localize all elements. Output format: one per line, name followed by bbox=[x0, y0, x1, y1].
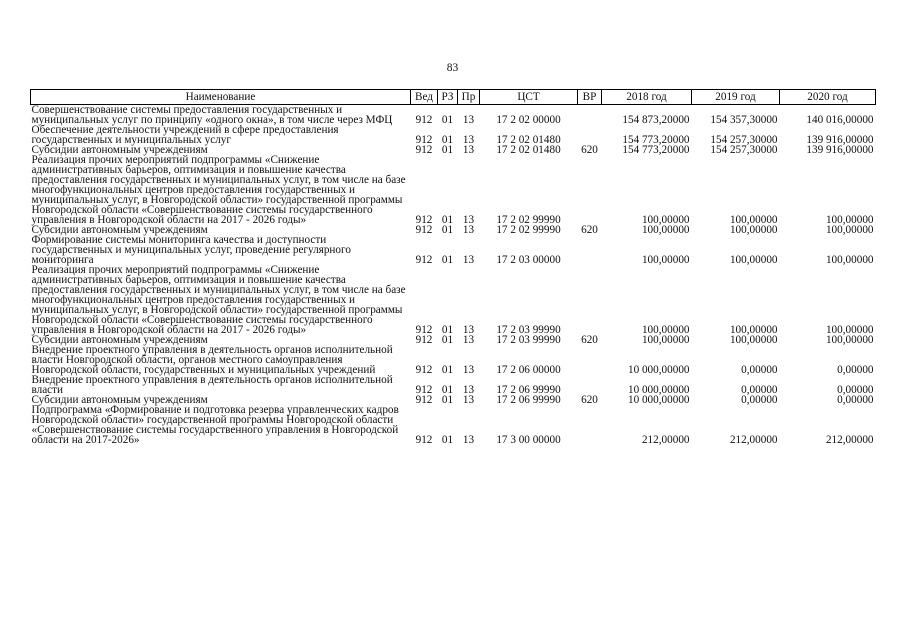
row-amount-2019: 212,00000 bbox=[729, 434, 778, 446]
row-rz: 01 bbox=[441, 324, 454, 336]
column-header-2019: 2019 год bbox=[692, 90, 780, 105]
row-amount-2019: 100,00000 bbox=[729, 334, 778, 346]
row-amount-2020: 100,00000 bbox=[825, 324, 874, 336]
row-vr bbox=[578, 155, 602, 225]
row-rz: 01 bbox=[441, 114, 454, 126]
row-name: Реализация прочих мероприятий подпрограммы «Снижение административных барьеров, оптимизация и повышение качества предоставления государственных и муниципальных услуг, в том числе на базе многофункциональных центров предоставления государственных и муниципальных услуг, в Новгородской области» государственной программы Новгородской области «Совершенствование системы государственного управления в Новгородской области на 2017 - 2026 годы» bbox=[31, 264, 406, 336]
row-ved: 912 bbox=[415, 254, 433, 266]
row-name: Реализация прочих мероприятий подпрограммы «Снижение административных барьеров, оптимизация и повышение качества предоставления государственных и муниципальных услуг, в том числе на базе многофункциональных центров предоставления государственных и муниципальных услуг, в Новгородской области» государственной программы Новгородской области «Совершенствование системы государственного управления в Новгородской области на 2017 - 2026 годы» bbox=[31, 154, 406, 226]
column-header-rz: РЗ bbox=[438, 90, 458, 105]
row-pr: 13 bbox=[462, 324, 475, 336]
row-amount-2019: 154 257,30000 bbox=[710, 144, 778, 156]
row-amount-2020: 140 016,00000 bbox=[806, 114, 874, 126]
row-amount-2020: 100,00000 bbox=[825, 214, 874, 226]
row-amount-2018: 154 873,20000 bbox=[622, 114, 690, 126]
row-vr bbox=[578, 345, 602, 375]
row-name: Субсидии автономным учреждениям bbox=[31, 334, 208, 346]
row-cst: 17 2 02 99990 bbox=[496, 224, 561, 236]
row-amount-2020: 100,00000 bbox=[825, 254, 874, 266]
row-name: Формирование системы мониторинга качества и доступности государственных и муниципальных услуг, проведение регулярного мониторинга bbox=[31, 234, 351, 266]
row-vr: 620 bbox=[581, 144, 598, 156]
table-row bbox=[31, 125, 876, 145]
row-pr: 13 bbox=[462, 224, 475, 236]
row-name: Субсидии автономным учреждениям bbox=[31, 224, 208, 236]
row-vr bbox=[578, 125, 602, 145]
row-amount-2018: 100,00000 bbox=[641, 334, 690, 346]
row-vr bbox=[578, 265, 602, 335]
row-vr bbox=[578, 235, 602, 265]
row-rz: 01 bbox=[441, 384, 454, 396]
row-ved: 912 bbox=[415, 324, 433, 336]
row-name: Подпрограмма «Формирование и подготовка резерва управленческих кадров Новгородской области» государственной программы Новгородской области «Совершенствование системы государственного управления в Новгородской области на 2017-2026» bbox=[31, 404, 399, 446]
row-amount-2018: 154 773,20000 bbox=[622, 144, 690, 156]
row-pr: 13 bbox=[462, 134, 475, 146]
row-vr bbox=[578, 375, 602, 395]
row-cst: 17 2 03 99990 bbox=[496, 334, 561, 346]
row-name: Субсидии автономным учреждениям bbox=[31, 394, 208, 406]
column-header-pr: Пр bbox=[458, 90, 480, 105]
row-cst: 17 2 02 00000 bbox=[496, 114, 561, 126]
row-cst: 17 2 03 99990 bbox=[496, 324, 561, 336]
row-rz: 01 bbox=[441, 144, 454, 156]
table-row bbox=[31, 235, 876, 265]
row-ved: 912 bbox=[415, 384, 433, 396]
table-row bbox=[31, 405, 876, 445]
row-vr bbox=[578, 105, 602, 126]
row-ved: 912 bbox=[415, 224, 433, 236]
budget-table bbox=[30, 89, 876, 445]
row-amount-2018: 154 773,20000 bbox=[622, 134, 690, 146]
row-amount-2018: 100,00000 bbox=[641, 324, 690, 336]
row-ved: 912 bbox=[415, 364, 433, 376]
table-row bbox=[31, 105, 876, 126]
row-rz: 01 bbox=[441, 134, 454, 146]
row-name: Совершенствование системы предоставления государственных и муниципальных услуг по принципу «одного окна», в том числе через МФЦ bbox=[31, 104, 393, 126]
row-ved: 912 bbox=[415, 434, 433, 446]
row-vr bbox=[578, 405, 602, 445]
row-cst: 17 2 03 00000 bbox=[496, 254, 561, 266]
row-name: Внедрение проектного управления в деятельность органов исполнительной власти bbox=[31, 374, 393, 396]
row-amount-2018: 100,00000 bbox=[641, 254, 690, 266]
row-amount-2019: 0,00000 bbox=[741, 394, 778, 406]
row-vr: 620 bbox=[581, 394, 598, 406]
row-amount-2020: 139 916,00000 bbox=[806, 134, 874, 146]
row-pr: 13 bbox=[462, 214, 475, 226]
column-header-name: Наименование bbox=[31, 90, 411, 105]
row-amount-2020: 139 916,00000 bbox=[806, 144, 874, 156]
column-header-vr: ВР bbox=[578, 90, 602, 105]
row-rz: 01 bbox=[441, 224, 454, 236]
row-amount-2020: 212,00000 bbox=[825, 434, 874, 446]
column-header-cst: ЦСТ bbox=[480, 90, 578, 105]
row-cst: 17 2 06 99990 bbox=[496, 394, 561, 406]
row-ved: 912 bbox=[415, 214, 433, 226]
row-name: Субсидии автономным учреждениям bbox=[31, 144, 208, 156]
table-header-row bbox=[31, 90, 876, 105]
row-rz: 01 bbox=[441, 364, 454, 376]
row-ved: 912 bbox=[415, 114, 433, 126]
row-cst: 17 3 00 00000 bbox=[496, 434, 561, 446]
row-rz: 01 bbox=[441, 434, 454, 446]
row-ved: 912 bbox=[415, 394, 433, 406]
row-rz: 01 bbox=[441, 334, 454, 346]
row-cst: 17 2 02 01480 bbox=[496, 144, 561, 156]
row-pr: 13 bbox=[462, 334, 475, 346]
row-amount-2020: 0,00000 bbox=[837, 364, 874, 376]
row-amount-2020: 0,00000 bbox=[837, 384, 874, 396]
row-rz: 01 bbox=[441, 254, 454, 266]
row-ved: 912 bbox=[415, 334, 433, 346]
row-pr: 13 bbox=[462, 144, 475, 156]
row-ved: 912 bbox=[415, 134, 433, 146]
row-name: Внедрение проектного управления в деятельность органов исполнительной власти Новгородской области, органов местного самоуправления Новгородской области, государственных и муниципальных учреждений bbox=[31, 344, 393, 376]
column-header-ved: Вед bbox=[411, 90, 438, 105]
row-rz: 01 bbox=[441, 394, 454, 406]
row-amount-2018: 100,00000 bbox=[641, 224, 690, 236]
column-header-2018: 2018 год bbox=[602, 90, 692, 105]
row-amount-2018: 10 000,00000 bbox=[627, 384, 690, 396]
row-amount-2020: 100,00000 bbox=[825, 224, 874, 236]
table-row bbox=[31, 155, 876, 225]
table-body bbox=[31, 105, 876, 446]
row-pr: 13 bbox=[462, 394, 475, 406]
row-amount-2019: 100,00000 bbox=[729, 214, 778, 226]
row-amount-2019: 154 357,30000 bbox=[710, 114, 778, 126]
row-name: Обеспечение деятельности учреждений в сфере предоставления государственных и муниципальных услуг bbox=[31, 124, 339, 146]
row-pr: 13 bbox=[462, 434, 475, 446]
row-pr: 13 bbox=[462, 364, 475, 376]
row-amount-2020: 0,00000 bbox=[837, 394, 874, 406]
row-vr: 620 bbox=[581, 224, 598, 236]
table-row bbox=[31, 265, 876, 335]
row-cst: 17 2 02 01480 bbox=[496, 134, 561, 146]
row-amount-2019: 154 257,30000 bbox=[710, 134, 778, 146]
row-ved: 912 bbox=[415, 144, 433, 156]
row-amount-2019: 100,00000 bbox=[729, 254, 778, 266]
row-amount-2019: 0,00000 bbox=[741, 364, 778, 376]
row-amount-2018: 10 000,00000 bbox=[627, 364, 690, 376]
row-amount-2018: 10 000,00000 bbox=[627, 394, 690, 406]
row-pr: 13 bbox=[462, 114, 475, 126]
row-cst: 17 2 02 99990 bbox=[496, 214, 561, 226]
row-rz: 01 bbox=[441, 214, 454, 226]
table-row bbox=[31, 345, 876, 375]
column-header-2020: 2020 год bbox=[780, 90, 876, 105]
row-vr: 620 bbox=[581, 334, 598, 346]
row-cst: 17 2 06 00000 bbox=[496, 364, 561, 376]
row-amount-2019: 0,00000 bbox=[741, 384, 778, 396]
row-amount-2019: 100,00000 bbox=[729, 224, 778, 236]
page-number: 83 bbox=[446, 62, 459, 74]
row-amount-2020: 100,00000 bbox=[825, 334, 874, 346]
table-row bbox=[31, 375, 876, 395]
row-pr: 13 bbox=[462, 384, 475, 396]
row-amount-2019: 100,00000 bbox=[729, 324, 778, 336]
row-amount-2018: 212,00000 bbox=[641, 434, 690, 446]
row-amount-2018: 100,00000 bbox=[641, 214, 690, 226]
row-pr: 13 bbox=[462, 254, 475, 266]
row-cst: 17 2 06 99990 bbox=[496, 384, 561, 396]
